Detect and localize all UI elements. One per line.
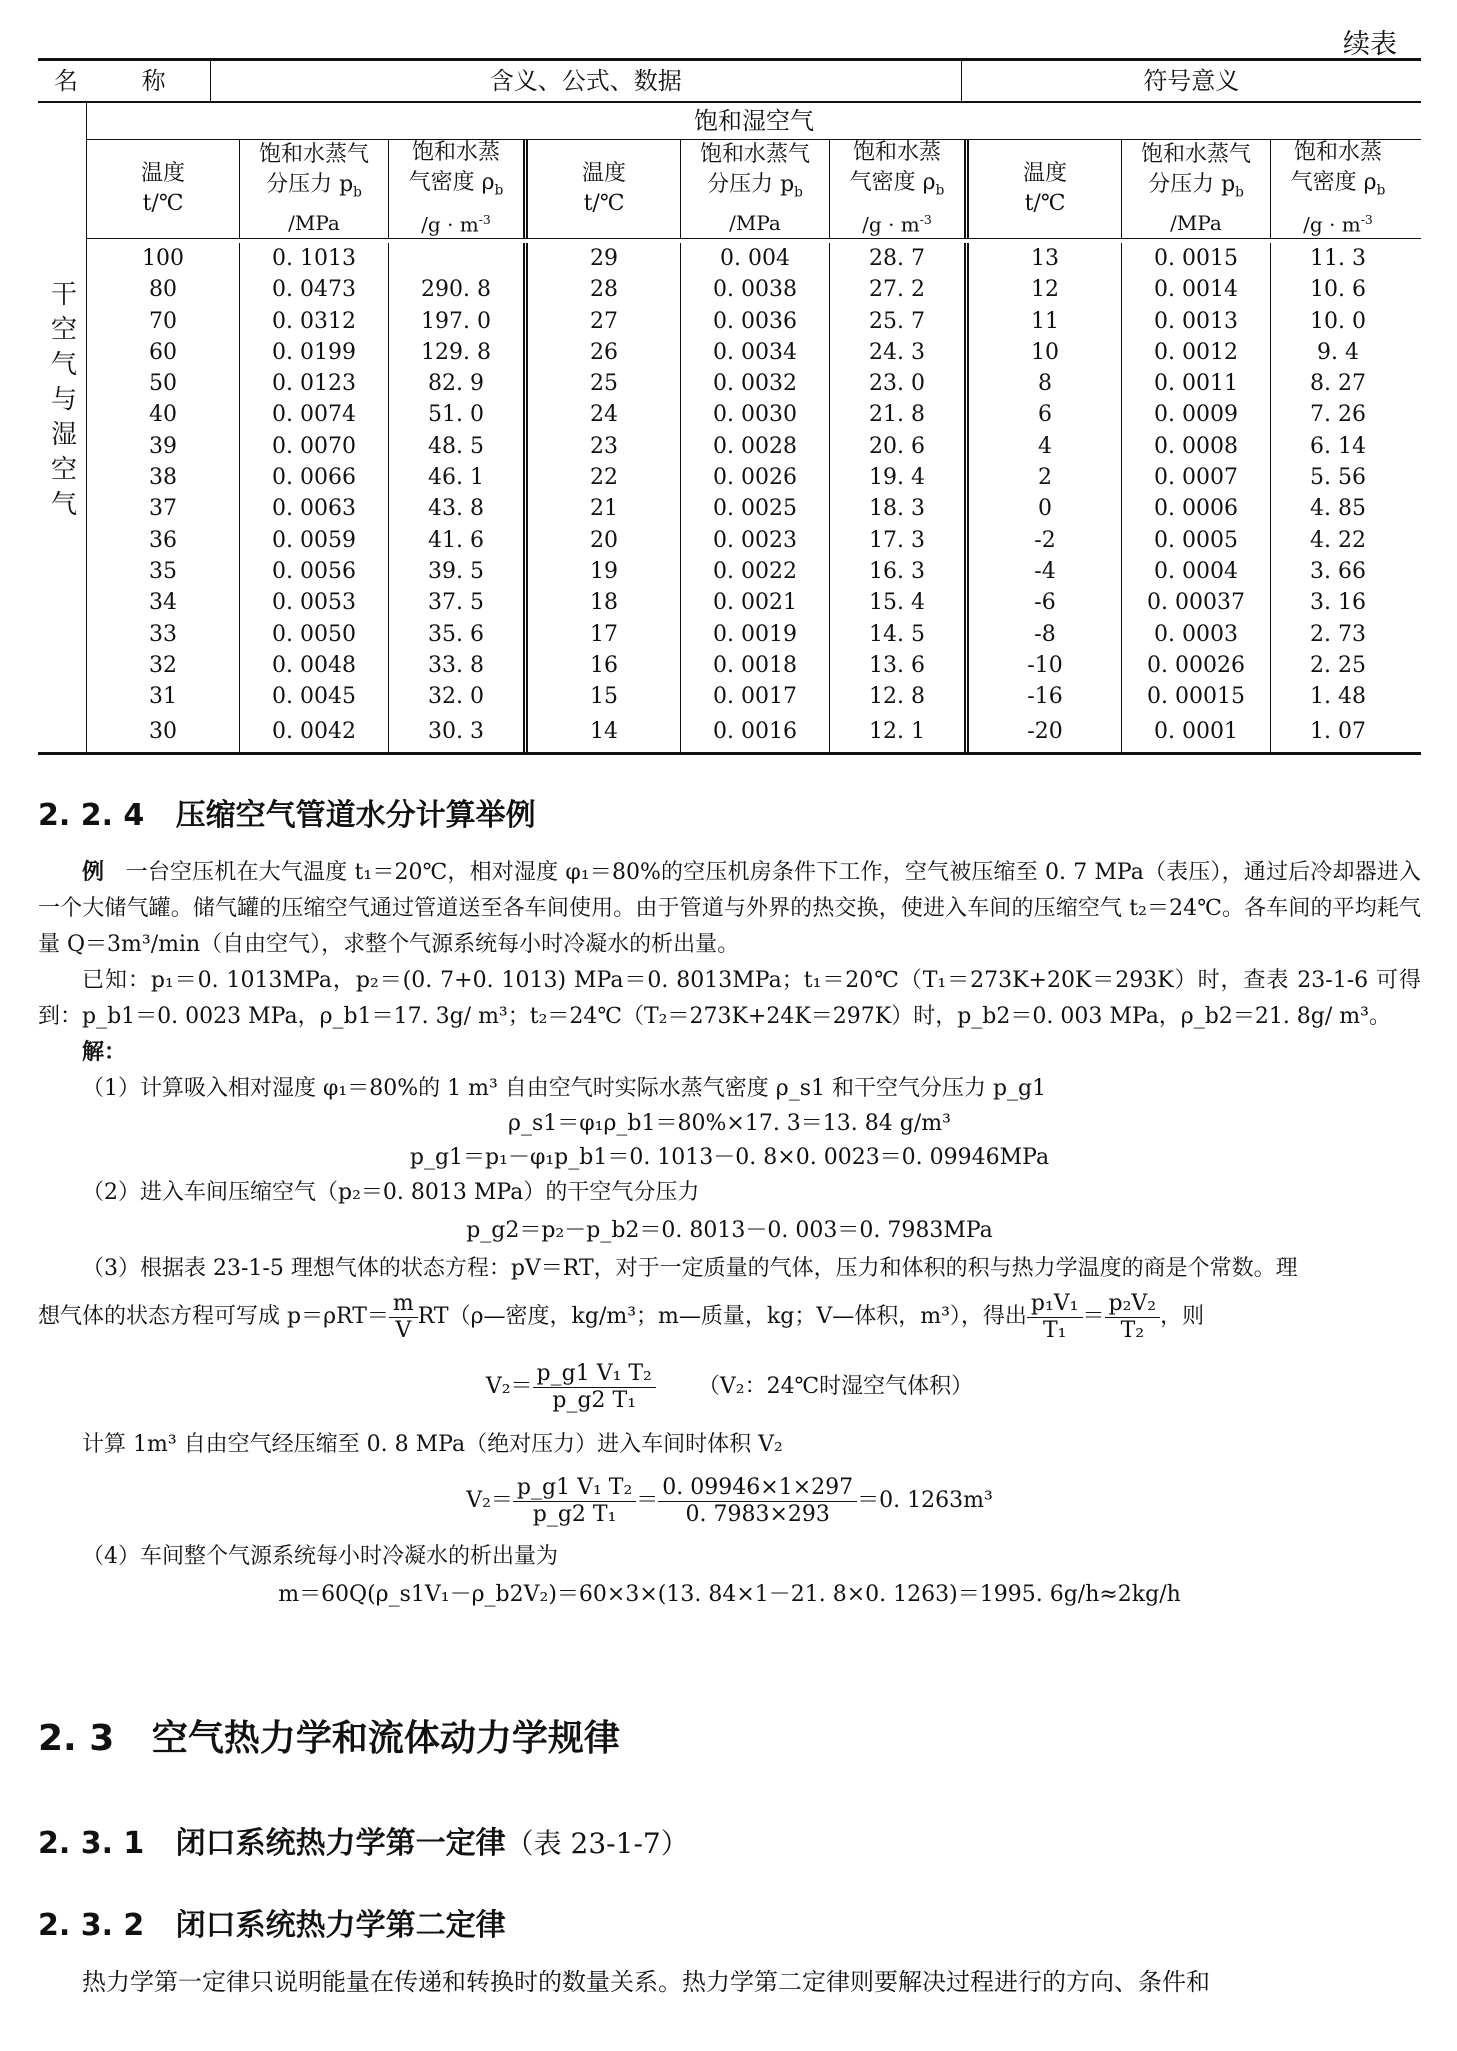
table-cell: 0. 0022 <box>681 556 830 587</box>
table-cell: 2 <box>969 462 1122 493</box>
table-cell: 0. 0011 <box>1122 368 1271 399</box>
table-cell: -4 <box>969 556 1122 587</box>
table-row <box>87 650 1421 681</box>
table-cell: 13 <box>969 243 1122 274</box>
frac-den: V <box>395 1317 412 1343</box>
table-cell: 26 <box>528 337 681 368</box>
table-cell: 100 <box>87 243 240 274</box>
second-law-paragraph: 热力学第一定律只说明能量在传递和转换时的数量关系。热力学第二定律则要解决过程进行的方向、条件和 <box>82 1968 1210 1996</box>
frac-num: 0. 09946×1×297 <box>658 1475 857 1502</box>
section-2-3-2 <box>38 1900 1421 2000</box>
table-cell: 0. 0026 <box>681 462 830 493</box>
table-cell: 0. 0050 <box>240 619 389 650</box>
frac-den: T₂ <box>1120 1317 1145 1343</box>
table-row <box>87 337 1421 368</box>
table-cell: 0. 0013 <box>1122 306 1271 337</box>
table-row <box>87 681 1421 712</box>
table-cell: 0. 0012 <box>1122 337 1271 368</box>
table-cell: 9. 4 <box>1317 339 1359 365</box>
table-header-row <box>38 58 1421 103</box>
table-cell: 4 <box>969 431 1122 462</box>
col-header-temp: 温度 t/℃ <box>87 140 240 238</box>
table-row <box>87 399 1421 430</box>
table-cell: 30 <box>87 712 240 752</box>
frac-num: m <box>389 1291 418 1318</box>
table-cell: 50 <box>87 368 240 399</box>
solution-label: 解： <box>82 1040 127 1065</box>
table-cell: 0. 0063 <box>240 493 389 524</box>
eq4-lhs: V₂＝ <box>485 1374 533 1399</box>
table-cell: 32. 0 <box>389 681 528 712</box>
eq5-lhs: V₂＝ <box>466 1488 513 1513</box>
table-cell: -2 <box>969 525 1122 556</box>
frac-num: p₁V₁ <box>1027 1291 1083 1318</box>
table-cell: 46. 1 <box>389 462 528 493</box>
table-cell: -6 <box>969 587 1122 618</box>
fraction-p2v2-t2 <box>1105 1291 1161 1344</box>
table-cell: 11 <box>969 306 1122 337</box>
table-cell: 290. 8 <box>389 274 528 305</box>
section-2-2-4-body <box>38 855 1421 1615</box>
table-cell: 14. 5 <box>830 619 969 650</box>
table-cell: 19. 4 <box>830 462 969 493</box>
table-cell: 2. 25 <box>1310 652 1366 678</box>
table-cell: 29 <box>528 243 681 274</box>
table-cell: 32 <box>87 650 240 681</box>
header-symbol: 符号意义 <box>1143 67 1240 95</box>
heading-2-3-1: 2. 3. 1 闭口系统热力学第一定律 <box>38 1826 506 1861</box>
table-cell: 0. 0070 <box>240 431 389 462</box>
table-cell: 10 <box>969 337 1122 368</box>
table-cell: 17 <box>528 619 681 650</box>
equation-5 <box>38 1463 1421 1539</box>
frac-num: p_g1 V₁ T₂ <box>533 1361 656 1388</box>
table-cell: 24 <box>528 399 681 430</box>
table-cell: 33. 8 <box>389 650 528 681</box>
table-cell: 15. 4 <box>830 587 969 618</box>
table-cell: 0. 0014 <box>1122 274 1271 305</box>
table-cell: 0. 0034 <box>681 337 830 368</box>
header-name: 名 称 <box>38 61 211 101</box>
table-cell: 0. 00026 <box>1122 650 1271 681</box>
step-1: （1）计算吸入相对湿度 φ₁＝80%的 1 m³ 自由空气时实际水蒸气密度 ρ_s1 和干空气分压力 p_g1 <box>82 1076 1047 1101</box>
table-row <box>87 274 1421 305</box>
table-cell: 17. 3 <box>830 525 969 556</box>
table-cell: 16 <box>528 650 681 681</box>
table-cell: 25 <box>528 368 681 399</box>
table-row <box>87 712 1421 752</box>
table-cell: 35. 6 <box>389 619 528 650</box>
table-cell: 0. 0008 <box>1122 431 1271 462</box>
example-label: 例 <box>82 860 105 885</box>
table-cell: 0. 0032 <box>681 368 830 399</box>
table-row <box>87 239 1421 274</box>
table-cell: 34 <box>87 587 240 618</box>
heading-2-2-4: 2. 2. 4 压缩空气管道水分计算举例 <box>38 798 536 833</box>
col-header-density: 饱和水蒸 气密度 $\rho_b$ $/g \cdot m^{-3}$ <box>389 140 528 238</box>
equation-3: p_g2＝p₂－p_b2＝0. 8013－0. 003＝0. 7983MPa <box>466 1218 993 1243</box>
table-row <box>87 431 1421 462</box>
continued-label: 续表 <box>1343 29 1397 60</box>
table-cell: 70 <box>87 306 240 337</box>
eq4-fraction <box>533 1361 656 1414</box>
table-cell: 8. 27 <box>1310 371 1366 397</box>
table-cell: -20 <box>969 712 1122 752</box>
table-cell: 1. 48 <box>1310 684 1366 710</box>
col-header-pressure: 饱和水蒸气 分压力 $p_b$ /MPa <box>240 140 389 238</box>
table-cell: 7. 26 <box>1310 402 1366 428</box>
eq5-fraction-1 <box>513 1475 636 1528</box>
table-cell: 6. 14 <box>1310 433 1366 459</box>
table-cell: 21. 8 <box>830 399 969 430</box>
table-cell: 23. 0 <box>830 368 969 399</box>
table-cell: 0. 0004 <box>1122 556 1271 587</box>
step-3b-text-2: RT（ρ—密度，kg/m³；m—质量，kg；V—体积，m³），得出 <box>417 1304 1027 1329</box>
example-text: 一台空压机在大气温度 t₁＝20℃，相对湿度 φ₁＝80%的空压机房条件下工作，空气被压缩至 0. 7 MPa（表压），通过后冷却器进入一个大储气罐。储气罐的压缩空气通过管道送至各车间使用。由于管道与外界的热交换，使进入车间的压缩空气 t₂＝24℃。各车间的平均耗气量 Q＝3m³/min（自由空气），求整个气源系统每小时冷凝水的析出量。 <box>38 860 1421 957</box>
table-cell: 18. 3 <box>830 493 969 524</box>
table-cell: -16 <box>969 681 1122 712</box>
table-cell: 4. 22 <box>1310 527 1366 553</box>
col-header-pressure: 饱和水蒸气 分压力 $p_b$ /MPa <box>1122 140 1271 238</box>
table-row <box>87 525 1421 556</box>
table-cell: 12. 8 <box>830 681 969 712</box>
table-cell: 0. 0036 <box>681 306 830 337</box>
table-cell: 80 <box>87 274 240 305</box>
side-label: 干空气与湿空气 <box>46 280 77 526</box>
col-header-temp: 温度 t/℃ <box>528 140 681 238</box>
table-cell: 10. 0 <box>1310 308 1366 334</box>
section-2-3-1 <box>38 1818 1421 1862</box>
heading-2-3-2: 2. 3. 2 闭口系统热力学第二定律 <box>38 1908 506 1943</box>
table-cell: 0. 0059 <box>240 525 389 556</box>
table-cell: 21 <box>528 493 681 524</box>
table-cell: 0. 0056 <box>240 556 389 587</box>
step-3b <box>38 1287 1421 1347</box>
heading-2-3: 2. 3 空气热力学和流体动力学规律 <box>38 1718 620 1759</box>
table-cell: 30. 3 <box>389 712 528 752</box>
table-cell: 37 <box>87 493 240 524</box>
table-cell: 0. 0199 <box>240 337 389 368</box>
table-cell: 48. 5 <box>389 431 528 462</box>
table-cell: 36 <box>87 525 240 556</box>
table-cell: 23 <box>528 431 681 462</box>
table-cell: 0. 0021 <box>681 587 830 618</box>
table-cell: 33 <box>87 619 240 650</box>
table-cell: 0. 0017 <box>681 681 830 712</box>
table-body <box>87 239 1421 752</box>
table-cell: 0. 0003 <box>1122 619 1271 650</box>
table-cell: 0 <box>969 493 1122 524</box>
table-cell: 0. 0005 <box>1122 525 1271 556</box>
frac-den: p_g2 T₁ <box>532 1501 617 1527</box>
table-cell: 0. 0048 <box>240 650 389 681</box>
table-row <box>87 587 1421 618</box>
table-row <box>87 306 1421 337</box>
table-cell: 129. 8 <box>389 337 528 368</box>
equation-6: m＝60Q(ρ_s1V₁－ρ_b2V₂)＝60×3×(13. 84×1－21. 8×0. 1263)＝1995. 6g/h≈2kg/h <box>278 1582 1181 1607</box>
step-4: （4）车间整个气源系统每小时冷凝水的析出量为 <box>82 1544 558 1569</box>
table-cell: 0. 0123 <box>240 368 389 399</box>
table-cell: 8 <box>969 368 1122 399</box>
col-header-density: 饱和水蒸 气密度 $\rho_b$ $/g \cdot m^{-3}$ <box>830 140 969 238</box>
table-cell: 0. 0015 <box>1122 243 1271 274</box>
table-cell: 28. 7 <box>830 243 969 274</box>
table-cell: 40 <box>87 399 240 430</box>
table-cell: 31 <box>87 681 240 712</box>
table-cell: -10 <box>969 650 1122 681</box>
table-row <box>87 619 1421 650</box>
table-cell: 37. 5 <box>389 587 528 618</box>
table-cell: 20 <box>528 525 681 556</box>
eq5-fraction-2 <box>658 1475 857 1528</box>
table-cell: 197. 0 <box>389 306 528 337</box>
table-cell: 0. 0473 <box>240 274 389 305</box>
table-cell: 0. 0009 <box>1122 399 1271 430</box>
table-cell: 4. 85 <box>1310 496 1366 522</box>
table-cell: 51. 0 <box>389 399 528 430</box>
table-cell: 0. 00037 <box>1122 587 1271 618</box>
table-cell: 5. 56 <box>1310 465 1366 491</box>
table-cell: 10. 6 <box>1310 277 1366 303</box>
table-row <box>87 493 1421 524</box>
table-cell: 35 <box>87 556 240 587</box>
table-cell: 0. 0053 <box>240 587 389 618</box>
table-cell: 0. 0019 <box>681 619 830 650</box>
section-2-3 <box>38 1710 1421 1761</box>
table-cell: 0. 0018 <box>681 650 830 681</box>
table-cell: 14 <box>528 712 681 752</box>
table-cell: 0. 0066 <box>240 462 389 493</box>
table-cell: 0. 004 <box>681 243 830 274</box>
table-cell: 0. 00015 <box>1122 681 1271 712</box>
table-cell: 38 <box>87 462 240 493</box>
table-cell: 39. 5 <box>389 556 528 587</box>
frac-num: p_g1 V₁ T₂ <box>513 1475 636 1502</box>
saturated-air-table <box>38 58 1421 755</box>
table-cell: 24. 3 <box>830 337 969 368</box>
step-3a: （3）根据表 23-1-5 理想气体的状态方程：pV＝RT，对于一定质量的气体，压力和体积的积与热力学温度的商是个常数。理 <box>82 1256 1298 1281</box>
col-header-temp: 温度 t/℃ <box>969 140 1122 238</box>
table-cell: -8 <box>969 619 1122 650</box>
table-cell: 25. 7 <box>830 306 969 337</box>
table-row <box>87 556 1421 587</box>
table-row <box>87 368 1421 399</box>
equation-1: ρ_s1＝φ₁ρ_b1＝80%×17. 3＝13. 84 g/m³ <box>508 1111 951 1136</box>
table-cell <box>389 243 528 274</box>
column-headers <box>87 140 1421 239</box>
col-header-density: 饱和水蒸 气密度 $\rho_b$ $/g \cdot m^{-3}$ <box>1290 139 1386 238</box>
known-paragraph: 已知：p₁＝0. 1013MPa，p₂＝(0. 7+0. 1013) MPa＝0. 8013MPa；t₁＝20℃（T₁＝273K+20K＝293K）时，查表 23-1-6 可得到：p_b1＝0. 0023 MPa，ρ_b1＝17. 3g/ m³；t₂＝24℃（T₂＝273K+24K＝297K）时，p_b2＝0. 003 MPa，ρ_b2＝21. 8g/ m³。 <box>38 968 1421 1029</box>
table-cell: 60 <box>87 337 240 368</box>
table-cell: 28 <box>528 274 681 305</box>
fraction-m-v <box>389 1291 418 1344</box>
eq5-rhs: ＝0. 1263m³ <box>857 1488 993 1513</box>
table-reference: （表 23-1-7） <box>505 1827 689 1860</box>
table-cell: 20. 6 <box>830 431 969 462</box>
table-cell: 2. 73 <box>1310 621 1366 647</box>
table-cell: 0. 0030 <box>681 399 830 430</box>
table-cell: 0. 0007 <box>1122 462 1271 493</box>
table-cell: 11. 3 <box>1310 246 1366 271</box>
table-cell: 43. 8 <box>389 493 528 524</box>
table-cell: 19 <box>528 556 681 587</box>
table-cell: 15 <box>528 681 681 712</box>
table-cell: 0. 0074 <box>240 399 389 430</box>
table-cell: 12 <box>969 274 1122 305</box>
header-meaning: 含义、公式、数据 <box>211 61 962 101</box>
table-cell: 0. 0038 <box>681 274 830 305</box>
table-cell: 0. 0001 <box>1122 712 1271 752</box>
table-cell: 0. 1013 <box>240 243 389 274</box>
table-cell: 0. 0045 <box>240 681 389 712</box>
table-cell: 1. 07 <box>1310 719 1366 745</box>
table-cell: 41. 6 <box>389 525 528 556</box>
col-header-pressure: 饱和水蒸气 分压力 $p_b$ /MPa <box>681 140 830 238</box>
table-cell: 82. 9 <box>389 368 528 399</box>
table-cell: 0. 0312 <box>240 306 389 337</box>
table-cell: 3. 16 <box>1310 590 1366 616</box>
equals-sign: ＝ <box>636 1488 659 1513</box>
table-cell: 18 <box>528 587 681 618</box>
table-cell: 3. 66 <box>1310 558 1366 584</box>
step-3b-text-1: 想气体的状态方程可写成 p＝ρRT＝ <box>38 1304 389 1329</box>
frac-den: T₁ <box>1042 1317 1067 1343</box>
section-2-2-4 <box>38 790 1421 834</box>
table-row <box>87 462 1421 493</box>
fraction-p1v1-t1 <box>1027 1291 1083 1344</box>
table-cell: 0. 0028 <box>681 431 830 462</box>
eq4-note: （V₂：24℃时湿空气体积） <box>697 1374 974 1399</box>
table-cell: 27 <box>528 306 681 337</box>
table-cell: 22 <box>528 462 681 493</box>
frac-den: p_g2 T₁ <box>552 1387 637 1413</box>
table-cell: 39 <box>87 431 240 462</box>
table-cell: 27. 2 <box>830 274 969 305</box>
section-title: 饱和湿空气 <box>87 103 1421 140</box>
table-cell: 0. 0042 <box>240 712 389 752</box>
table-cell: 12. 1 <box>830 712 969 752</box>
step-3c: 计算 1m³ 自由空气经压缩至 0. 8 MPa（绝对压力）进入车间时体积 V₂ <box>82 1432 783 1457</box>
step-2: （2）进入车间压缩空气（p₂＝0. 8013 MPa）的干空气分压力 <box>82 1180 700 1205</box>
frac-num: p₂V₂ <box>1105 1291 1161 1318</box>
table-cell: 13. 6 <box>830 650 969 681</box>
table-cell: 0. 0016 <box>681 712 830 752</box>
step-3b-text-3: ，则 <box>1160 1304 1205 1329</box>
equals-sign: ＝ <box>1082 1304 1105 1329</box>
table-cell: 16. 3 <box>830 556 969 587</box>
table-cell: 0. 0025 <box>681 493 830 524</box>
table-cell: 0. 0006 <box>1122 493 1271 524</box>
equation-4 <box>38 1347 1421 1427</box>
table-cell: 0. 0023 <box>681 525 830 556</box>
equation-2: p_g1＝p₁－φ₁p_b1＝0. 1013－0. 8×0. 0023＝0. 09946MPa <box>409 1145 1050 1170</box>
frac-den: 0. 7983×293 <box>685 1501 830 1527</box>
example-paragraph <box>38 855 1421 963</box>
side-label-cell <box>38 103 87 752</box>
table-cell: 6 <box>969 399 1122 430</box>
